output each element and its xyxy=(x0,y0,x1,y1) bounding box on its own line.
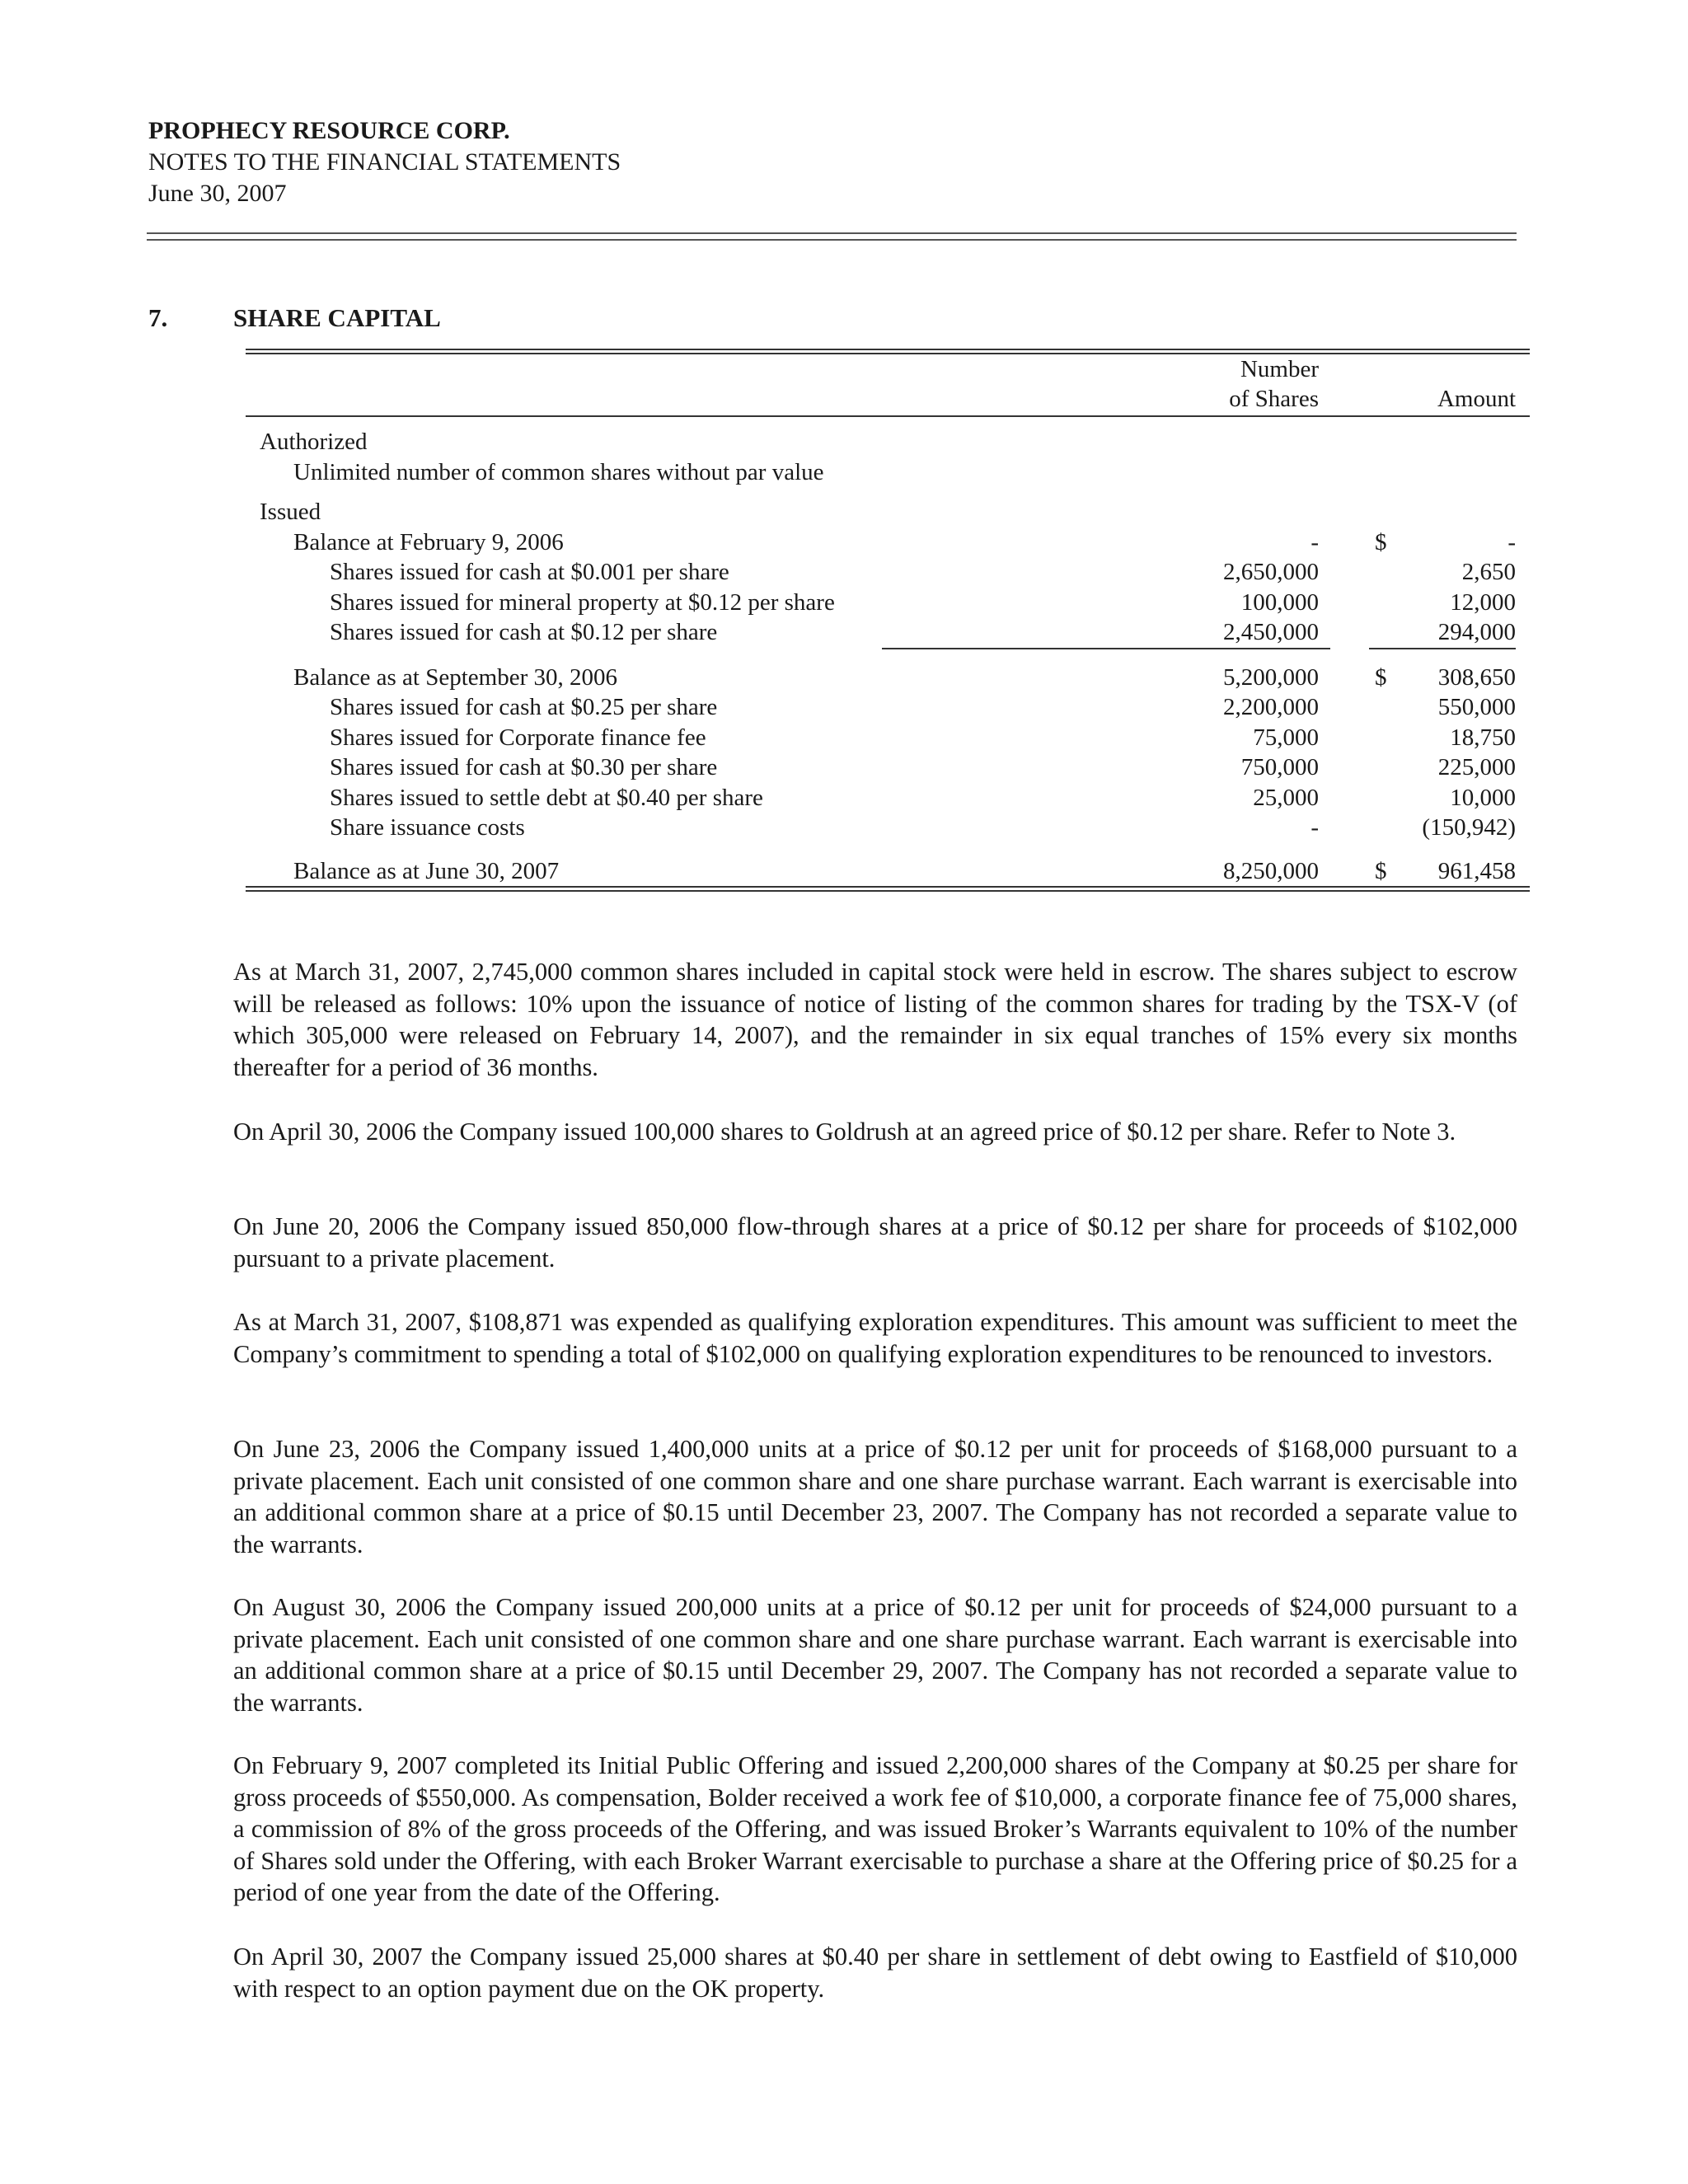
row-shares: 25,000 xyxy=(1253,784,1319,811)
row-amount: (150,942) xyxy=(1422,814,1516,841)
row-amount: 225,000 xyxy=(1437,754,1516,780)
header-double-rule xyxy=(147,232,1517,241)
row-shares: - xyxy=(1311,814,1319,841)
row-shares: 2,450,000 xyxy=(1223,619,1319,645)
table-row xyxy=(246,663,1530,693)
row-amount: 294,000 xyxy=(1437,619,1516,645)
row-amount: 550,000 xyxy=(1437,694,1516,720)
issued-label-row xyxy=(246,497,1530,527)
paragraph-ipo: On February 9, 2007 completed its Initial Public Offering and issued 2,200,000 shares of the Company at $0.25 per share for gross proceeds of $550,000. As compensation, Bolder received a work fee of $10,000, a corporate finance fee of 75,000 shares, a commission of 8% of the gross proceeds of the Offering, and was issued Broker’s Warrants equivalent to 10% of the number of Shares sold under the Offering, with each Broker Warrant exercisable to purchase a share at the Offering price of $0.25 for a period of one year from the date of the Offering. xyxy=(233,1751,1517,1906)
col-header-shares-line1: Number xyxy=(1240,356,1319,382)
table-top-rule xyxy=(246,349,1530,354)
col-header-shares xyxy=(1229,354,1319,414)
row-shares: 75,000 xyxy=(1253,724,1319,751)
table-row xyxy=(246,752,1530,783)
row-label: Shares issued for Corporate finance fee xyxy=(330,724,706,751)
paragraph-eastfield: On April 30, 2007 the Company issued 25,000 shares at $0.40 per share in settlement of debt owing to Eastfield of $10,000 with respect to an option payment due on the OK property. xyxy=(233,1943,1517,2003)
table-row xyxy=(246,723,1530,753)
table-header-row xyxy=(246,354,1530,415)
row-amount: 961,458 xyxy=(1437,857,1516,884)
section-number: 7. xyxy=(148,303,168,332)
row-label: Shares issued for cash at $0.001 per share xyxy=(330,559,729,585)
row-label: Balance at February 9, 2006 xyxy=(293,528,564,555)
row-currency: $ xyxy=(1375,857,1387,884)
paragraph-escrow: As at March 31, 2007, 2,745,000 common shares included in capital stock were held in escrow. The shares subject to escrow will be released as follows: 10% upon the issuance of notice of listing of the common shares for trading by the TSX-V (of which 305,000 were released on February 14, 2007), and the remainder in six equal tranches of 15% every six months thereafter for a period of 36 months. xyxy=(233,958,1517,1081)
row-amount: 10,000 xyxy=(1450,784,1516,811)
paragraph-flow-through: On June 20, 2006 the Company issued 850,000 flow-through shares at a price of $0.12 per share for proceeds of $102,000 pursuant to a private placement. xyxy=(233,1212,1517,1272)
row-label: Balance as at September 30, 2006 xyxy=(293,663,617,691)
table-row xyxy=(246,856,1530,887)
row-currency: $ xyxy=(1375,528,1387,555)
row-shares: 750,000 xyxy=(1240,754,1319,780)
authorized-label: Authorized xyxy=(260,429,368,455)
row-label: Shares issued for cash at $0.30 per share xyxy=(330,754,718,780)
row-label: Share issuance costs xyxy=(330,814,525,841)
issued-label: Issued xyxy=(260,499,321,525)
table-row xyxy=(246,692,1530,723)
document-subtitle: NOTES TO THE FINANCIAL STATEMENTS xyxy=(148,148,621,176)
row-amount: 12,000 xyxy=(1450,588,1516,616)
share-capital-table xyxy=(246,349,1530,892)
row-amount: 2,650 xyxy=(1461,559,1516,585)
table-bottom-rule xyxy=(246,886,1530,892)
company-name: PROPHECY RESOURCE CORP. xyxy=(148,117,510,144)
row-label: Shares issued to settle debt at $0.40 per share xyxy=(330,784,763,811)
row-currency: $ xyxy=(1375,663,1387,691)
row-label: Shares issued for cash at $0.12 per share xyxy=(330,619,718,645)
table-row xyxy=(246,813,1530,843)
paragraph-august-units: On August 30, 2006 the Company issued 200,000 units at a price of $0.12 per unit for proceeds of $24,000 pursuant to a private placement. Each unit consisted of one common share and one share purchase warrant. Each warrant is exercisable into an additional common share at a price of $0.15 until December 29, 2007. The Company has not recorded a separate value to the warrants. xyxy=(233,1593,1517,1717)
row-amount: - xyxy=(1507,528,1516,555)
table-row xyxy=(246,783,1530,813)
row-label: Shares issued for mineral property at $0.12 per share xyxy=(330,588,835,616)
authorized-desc: Unlimited number of common shares without par value xyxy=(293,458,824,485)
col-header-shares-line2: of Shares xyxy=(1229,386,1319,412)
row-shares: 2,650,000 xyxy=(1223,559,1319,585)
row-shares: 8,250,000 xyxy=(1223,857,1319,884)
paragraph-goldrush: On April 30, 2006 the Company issued 100,000 shares to Goldrush at an agreed price of $0.12 per share. Refer to Note 3. xyxy=(233,1118,1456,1146)
col-header-amount: Amount xyxy=(1437,386,1516,412)
paragraph-exploration: As at March 31, 2007, $108,871 was expended as qualifying exploration expenditures. This amount was sufficient to meet the Company’s commitment to spending a total of $102,000 on qualifying exploration expenditures to be renounced to investors. xyxy=(233,1308,1517,1368)
document-date: June 30, 2007 xyxy=(148,180,287,207)
row-label: Balance as at June 30, 2007 xyxy=(293,857,560,884)
table-row xyxy=(246,588,1530,618)
section-title: SHARE CAPITAL xyxy=(233,303,441,332)
table-row xyxy=(246,557,1530,588)
row-shares: 100,000 xyxy=(1240,588,1319,616)
row-shares: 2,200,000 xyxy=(1223,694,1319,720)
authorized-desc-row xyxy=(246,457,1530,488)
row-amount: 18,750 xyxy=(1450,724,1516,751)
authorized-label-row xyxy=(246,427,1530,457)
row-amount: 308,650 xyxy=(1437,663,1516,691)
row-shares: - xyxy=(1311,528,1319,555)
row-label: Shares issued for cash at $0.25 per share xyxy=(330,694,718,720)
paragraph-june-units: On June 23, 2006 the Company issued 1,400,000 units at a price of $0.12 per unit for proceeds of $168,000 pursuant to a private placement. Each unit consisted of one common share and one share purchase warrant. Each warrant is exercisable into an additional common share at a price of $0.15 until December 23, 2007. The Company has not recorded a separate value to the warrants. xyxy=(233,1435,1517,1558)
document-header xyxy=(148,115,621,209)
row-shares: 5,200,000 xyxy=(1223,663,1319,691)
table-row xyxy=(246,617,1530,648)
table-row xyxy=(246,527,1530,558)
